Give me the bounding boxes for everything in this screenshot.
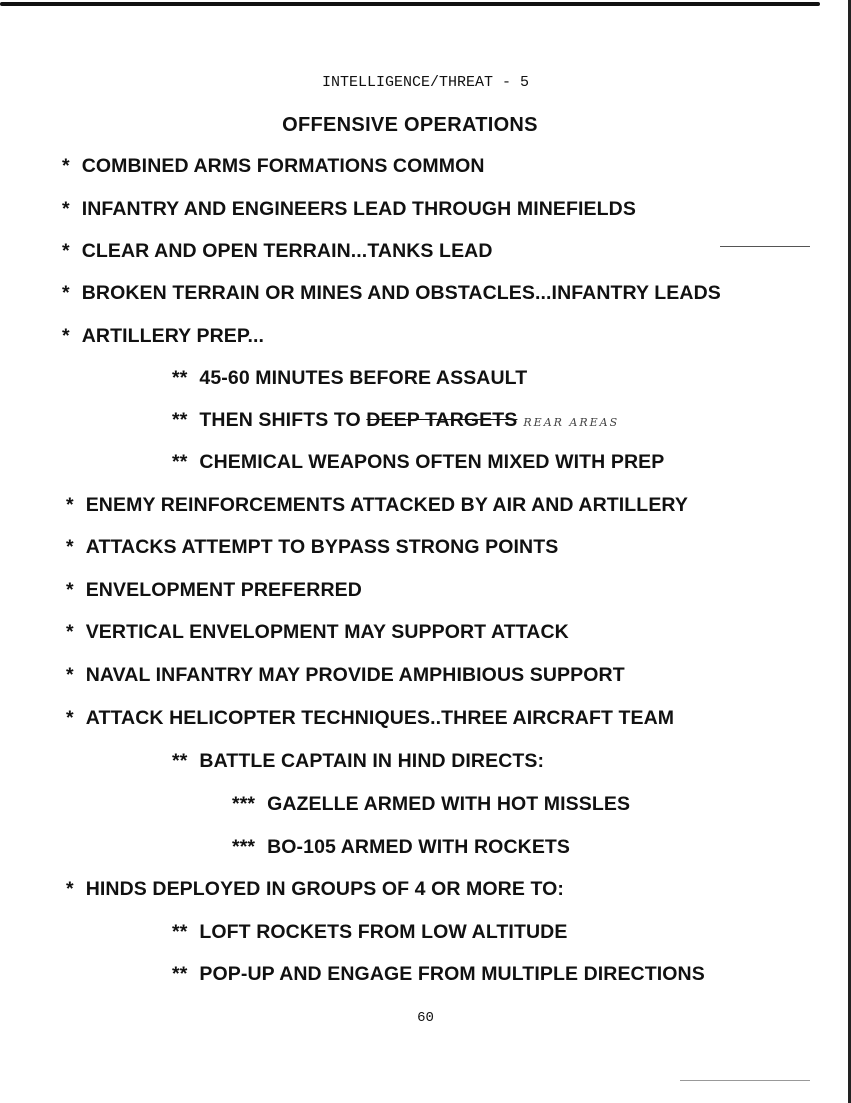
list-item [172, 963, 705, 986]
bullet-marker: *** [232, 836, 256, 858]
bullet-marker: * [62, 155, 70, 177]
bullet-marker: * [66, 579, 74, 601]
item-text: BATTLE CAPTAIN IN HIND DIRECTS: [199, 750, 545, 772]
item-text: BROKEN TERRAIN OR MINES AND OBSTACLES...INFANTRY LEADS [81, 282, 721, 304]
list-item [62, 155, 485, 178]
bullet-marker: * [66, 494, 74, 516]
item-text: ATTACKS ATTEMPT TO BYPASS STRONG POINTS [85, 536, 559, 558]
list-item [172, 750, 544, 773]
item-text: INFANTRY AND ENGINEERS LEAD THROUGH MINEFIELDS [81, 198, 636, 220]
page-title: OFFENSIVE OPERATIONS [282, 114, 538, 136]
list-item [172, 451, 664, 474]
bullet-marker: * [66, 536, 74, 558]
bullet-marker: ** [172, 409, 188, 431]
bullet-marker: ** [172, 921, 188, 943]
list-item [66, 878, 564, 901]
bullet-marker: * [66, 621, 74, 643]
item-text: CHEMICAL WEAPONS OFTEN MIXED WITH PREP [199, 451, 665, 473]
item-text: GAZELLE ARMED WITH HOT MISSLES [267, 793, 631, 815]
item-text: THEN SHIFTS TO [199, 409, 367, 431]
section-header: INTELLIGENCE/THREAT - 5 [321, 74, 530, 91]
bullet-marker: * [66, 664, 74, 686]
bullet-marker: * [66, 707, 74, 729]
page-number: 60 [417, 1010, 434, 1026]
list-item [66, 621, 569, 644]
list-item [172, 367, 527, 390]
list-item [66, 536, 558, 559]
item-text: BO-105 ARMED WITH ROCKETS [267, 836, 571, 858]
list-item [66, 707, 674, 730]
bullet-marker: * [62, 240, 70, 262]
list-item [172, 921, 567, 944]
bullet-marker: ** [172, 367, 188, 389]
bullet-marker: * [62, 325, 70, 347]
item-text: ARTILLERY PREP... [81, 325, 264, 347]
item-text: POP-UP AND ENGAGE FROM MULTIPLE DIRECTIONS [199, 963, 705, 985]
list-item [62, 198, 636, 221]
list-item [172, 409, 619, 432]
item-text: ENVELOPMENT PREFERRED [85, 579, 362, 601]
item-text: ENEMY REINFORCEMENTS ATTACKED BY AIR AND ARTILLERY [85, 494, 688, 516]
list-item [232, 836, 570, 859]
scan-border-top [0, 2, 820, 6]
list-item [66, 579, 362, 602]
item-text: ATTACK HELICOPTER TECHNIQUES..THREE AIRCRAFT TEAM [85, 707, 675, 729]
bullet-marker: * [62, 282, 70, 304]
bullet-marker: ** [172, 451, 188, 473]
list-item [232, 793, 630, 816]
bullet-marker: ** [172, 963, 188, 985]
item-text: LOFT ROCKETS FROM LOW ALTITUDE [199, 921, 568, 943]
scan-mark [680, 1080, 810, 1081]
list-item [62, 282, 721, 305]
bullet-marker: * [66, 878, 74, 900]
bullet-marker: * [62, 198, 70, 220]
item-text: VERTICAL ENVELOPMENT MAY SUPPORT ATTACK [85, 621, 569, 643]
handwritten-annotation: REAR AREAS [523, 416, 620, 429]
bullet-marker: ** [172, 750, 188, 772]
list-item [62, 325, 264, 348]
item-text: 45-60 MINUTES BEFORE ASSAULT [199, 367, 528, 389]
item-text: HINDS DEPLOYED IN GROUPS OF 4 OR MORE TO: [85, 878, 564, 900]
item-text: COMBINED ARMS FORMATIONS COMMON [81, 155, 485, 177]
item-text: NAVAL INFANTRY MAY PROVIDE AMPHIBIOUS SUPPORT [85, 664, 625, 686]
scan-mark [720, 246, 810, 247]
list-item [66, 494, 688, 517]
list-item [66, 664, 625, 687]
list-item [62, 240, 493, 263]
item-text: CLEAR AND OPEN TERRAIN...TANKS LEAD [81, 240, 493, 262]
bullet-marker: *** [232, 793, 256, 815]
struck-text: DEEP TARGETS [366, 409, 518, 431]
